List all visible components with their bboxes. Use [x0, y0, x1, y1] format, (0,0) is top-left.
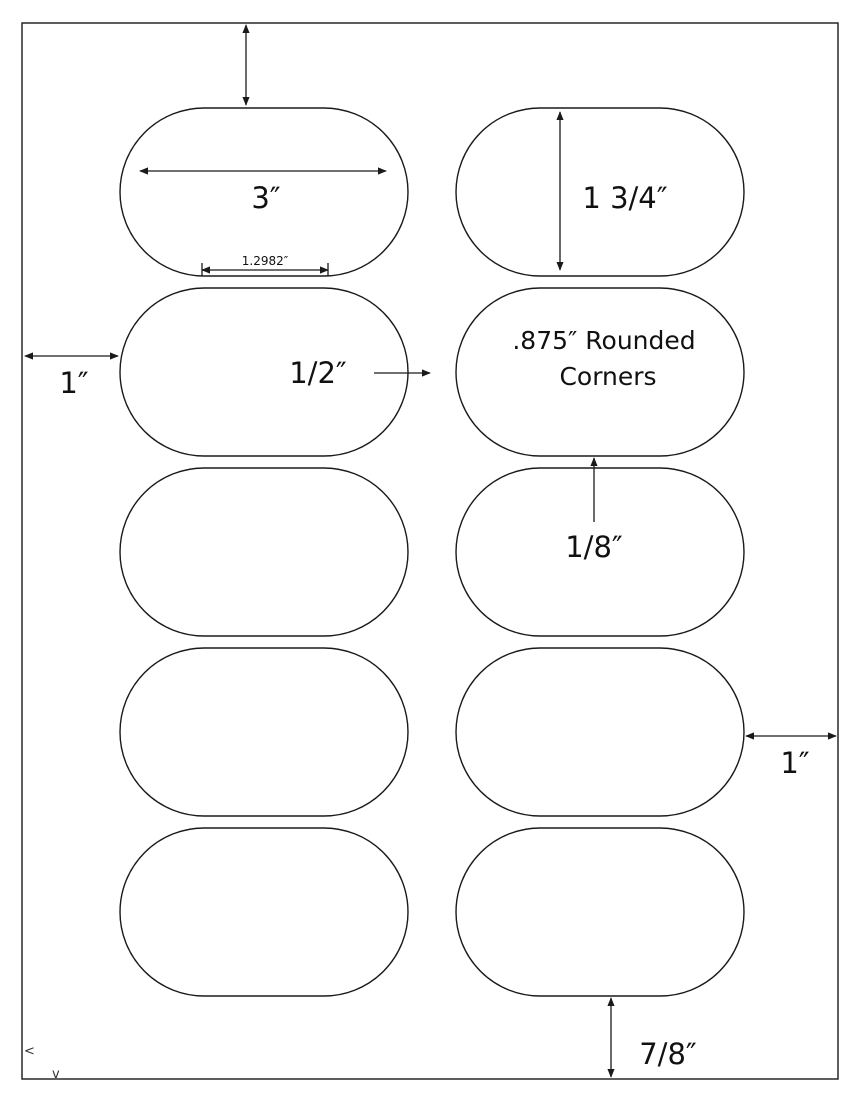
- bottom-margin-text: 7/8″: [639, 1037, 697, 1071]
- right-margin-text: 1″: [780, 746, 810, 780]
- label-width-text: 3″: [251, 181, 281, 215]
- label-height-text: 1 3/4″: [582, 181, 668, 215]
- label-r4-c1: [120, 648, 408, 816]
- label-r5-c1: [120, 828, 408, 996]
- straight-edge-text: 1.2982″: [241, 254, 289, 268]
- labels-grid: [120, 108, 744, 996]
- label-r2-c1: [120, 288, 408, 456]
- row-gap-text: 1/8″: [565, 530, 623, 564]
- label-r3-c1: [120, 468, 408, 636]
- corner-radius-line1: .875″ Rounded: [512, 326, 696, 355]
- left-margin-text: 1″: [59, 366, 89, 400]
- corner-mark-left: <: [24, 1044, 35, 1059]
- label-r4-c2: [456, 648, 744, 816]
- corner-mark-down: v: [52, 1067, 60, 1082]
- column-gap-text: 1/2″: [289, 356, 347, 390]
- corner-radius-line2: Corners: [559, 362, 657, 391]
- label-r5-c2: [456, 828, 744, 996]
